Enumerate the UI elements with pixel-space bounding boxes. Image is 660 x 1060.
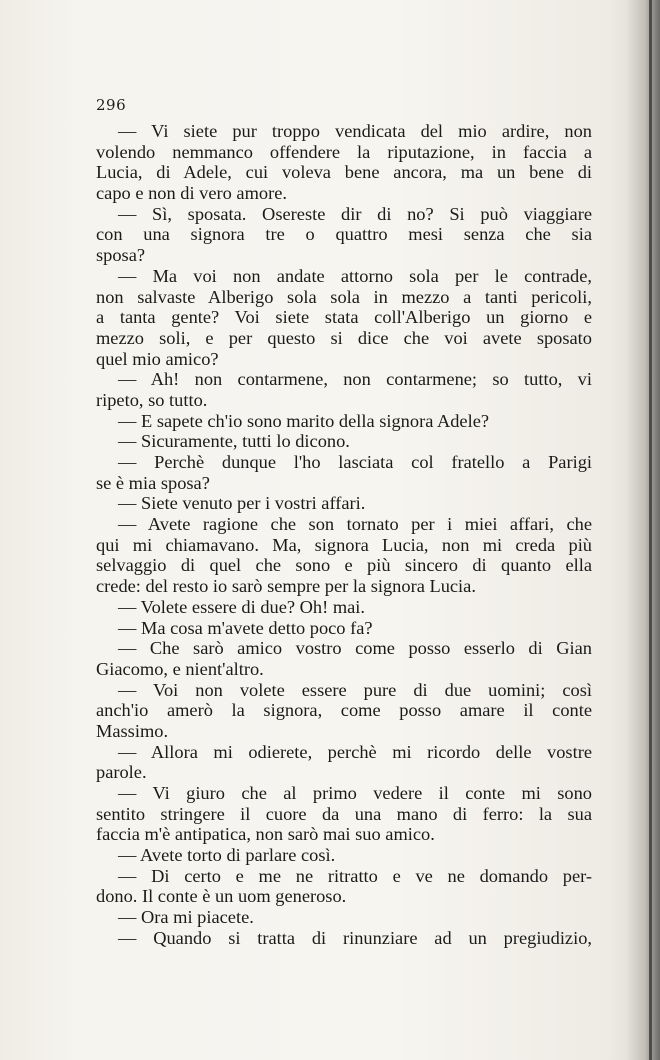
text-line: — E sapete ch'io sono marito della signora Adele? <box>118 410 490 431</box>
text-line: sentito stringere il cuore da una mano di ferro: la sua <box>96 803 592 824</box>
text-line: — Vi siete pur troppo vendicata del mio ardire, non <box>118 121 592 141</box>
text-line: con una signora tre o quattro mesi senza che sia <box>96 224 592 245</box>
text-line: — Avete ragione che son tornato per i miei affari, che <box>118 514 592 535</box>
page-number: 296 <box>96 96 127 114</box>
text-line: — Sì, sposata. Osereste dir di no? Si può viaggiare <box>118 203 592 224</box>
text-line: — Ora mi piacete. <box>118 907 254 928</box>
text-line: qui mi chiamavano. Ma, signora Lucia, non mi creda più <box>96 534 592 555</box>
page-edge-shadow <box>626 0 660 1060</box>
text-line: faccia m'è antipatica, non sarò mai suo amico. <box>96 824 435 845</box>
text-line: — Ah! non contarmene, non contarmene; so tutto, vi <box>118 369 592 390</box>
page-edge-line <box>649 0 652 1060</box>
text-line: — Perchè dunque l'ho lasciata col fratello a Parigi <box>118 452 592 472</box>
text-line: crede: del resto io sarò sempre per la signora Lucia. <box>96 576 476 597</box>
text-line: sposa? <box>96 245 146 266</box>
text-line: — Avete torto di parlare così. <box>118 845 336 866</box>
text-line: — Allora mi odierete, perchè mi ricordo delle vostre <box>118 741 592 762</box>
text-line: Lucia, di Adele, cui voleva bene ancora, ma un bene di <box>96 162 592 183</box>
text-line: — Ma cosa m'avete detto poco fa? <box>118 617 373 638</box>
text-line: — Ma voi non andate attorno sola per le contrade, <box>118 265 592 286</box>
text-line: — Sicuramente, tutti lo dicono. <box>118 431 350 452</box>
text-line: non salvaste Alberigo sola sola in mezzo a tanti pericoli, <box>96 286 592 307</box>
text-line: — Che sarò amico vostro come posso esserlo di Gian <box>118 638 592 659</box>
text-line: Giacomo, e nient'altro. <box>96 658 264 679</box>
text-line: se è mia sposa? <box>96 472 210 493</box>
text-line: selvaggio di quel che sono e più sincero di quanto ella <box>96 555 592 576</box>
text-line: a tanta gente? Voi siete stata coll'Alberigo un giorno e <box>96 307 592 328</box>
text-line: anch'io amerò la signora, come posso amare il conte <box>96 700 592 721</box>
body-text <box>96 121 592 949</box>
text-line: ripeto, so tutto. <box>96 389 208 410</box>
text-line: quel mio amico? <box>96 348 219 369</box>
text-line: mezzo soli, e per questo si dice che voi avete sposato <box>96 327 592 348</box>
text-line: capo e non di vero amore. <box>96 183 287 204</box>
text-line: — Voi non volete essere pure di due uomini; così <box>118 679 592 700</box>
text-line: parole. <box>96 762 147 783</box>
text-line: — Volete essere di due? Oh! mai. <box>118 596 366 617</box>
text-line: — Di certo e me ne ritratto e ve ne domando per- <box>118 865 592 886</box>
text-line: — Quando si tratta di rinunziare ad un pregiudizio, <box>118 927 592 948</box>
text-line: — Siete venuto per i vostri affari. <box>118 493 366 514</box>
text-line: dono. Il conte è un uom generoso. <box>96 886 347 907</box>
text-line: volendo nemmanco offendere la riputazione, in faccia a <box>96 141 592 162</box>
text-line: — Vi giuro che al primo vedere il conte mi sono <box>118 783 592 803</box>
text-line: Massimo. <box>96 720 169 741</box>
